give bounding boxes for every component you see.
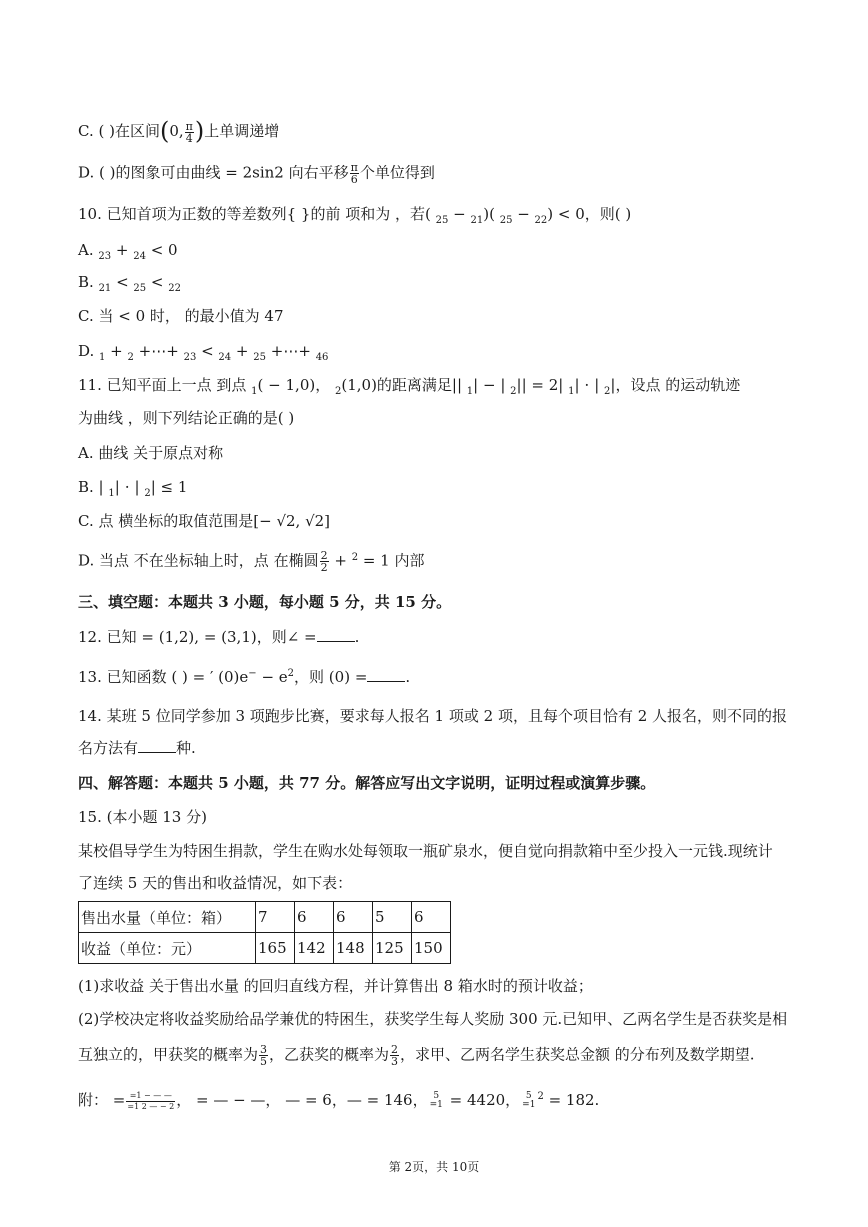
q9-d-text: D. ( )的图象可由曲线 = 2sin2 向右平移 [78,163,349,182]
table-row-header: 售出水量（单位：箱） [79,902,256,933]
q11-stem-line1: 11. 已知平面上一点 到点 $_1$( − 1,0)， $_2$(1,0)的距离满足|| $_1$| − | $_2$|| = 2| $_1$| ⋅ | $_2$|，设点 的运动轨迹 [78,376,741,397]
sum-symbol: 5 =1 [429,1091,443,1110]
q10-option-d: D. $_1$ + $_2$ +⋯+ $_{23}$ < $_{24}$ + $_{25}$ +⋯+ $_{46}$ [78,342,329,363]
q15-part2-line2: 互独立的，甲获奖的概率为 $\frac{3}{5}$ ，乙获奖的概率为 $\frac{2}{3}$ ，求甲、乙两名学生获奖总金额 的分布列及数学期望. [78,1043,755,1068]
q11-option-c: C. 点 横坐标的取值范围是[− √2, √2] [78,512,331,530]
q15-part2-line1: (2)学校决定将收益奖励给品学兼优的特困生，获奖学生每人奖励 300 元.已知甲、乙两名学生是否获奖是相 [78,1010,788,1028]
q15-para1: 某校倡导学生为特困生捐款，学生在购水处每领取一瓶矿泉水，便自觉向捐款箱中至少投入一元钱.现统计 [78,842,773,860]
q11-option-a: A. 曲线 关于原点对称 [78,444,224,462]
pi-over-4: $\frac{\pi}{4}$ [185,119,193,145]
q15-appendix: 附： = $\frac{=1 - — —}{=1 2 — - 2}$ ， = — − —， — = 6，— = 146， 5 =1 = 4420， 5 =1 $^2$ = 182. [78,1090,600,1111]
table-cell: 7 [256,902,295,933]
table-row [79,902,451,933]
q9-c-text: C. ( )在区间 [78,122,160,140]
table-row [79,933,451,964]
close-paren: ) [194,117,205,145]
q15-title: 15. (本小题 13 分) [78,808,207,826]
q9-option-c [78,118,279,144]
section-3-heading: 三、填空题：本题共 3 小题，每小题 5 分，共 15 分。 [78,593,452,611]
q10-stem: 10. 已知首项为正数的等差数列{ }的前 项和为 ，若( $_{25}$ − $_{21}$)( $_{25}$ − $_{22}$) < 0，则( ) [78,205,632,226]
q9-option-d [78,162,435,185]
q14-line2: 名方法有 种. [78,739,196,757]
answer-blank[interactable] [138,738,176,753]
table-row-header: 收益（单位：元） [79,933,256,964]
table-cell: 125 [373,933,412,964]
range-expression: [− √2, √2] [253,512,331,530]
q10-option-a: A. $_{23}$ + $_{24}$ < 0 [78,241,178,262]
pi-over-6: $\frac{\pi}{6}$ [350,161,358,186]
q13: 13. 已知函数 ( ) = ′ $(0)e^- - e^2$，则 (0) = . [78,668,411,686]
table-cell: 148 [334,933,373,964]
q10-option-c: C. 当 < 0 时， 的最小值为 47 [78,307,284,325]
q10-option-b: B. $_{21}$ < $_{25}$ < $_{22}$ [78,273,181,294]
answer-blank[interactable] [317,627,355,642]
table-cell: 5 [373,902,412,933]
table-cell: 6 [412,902,451,933]
q9-c-zero: 0, [169,122,184,140]
q11-option-d: D. 当点 不在坐标轴上时，点 在椭圆 $\frac{2}{2}$ + $^2$ = 1 内部 [78,549,425,574]
answer-blank[interactable] [367,667,405,682]
page-footer: 第 2页，共 10页 [388,1160,480,1174]
sum-symbol: 5 =1 [522,1091,536,1110]
regression-formula: $\frac{=1 - — —}{=1 2 — - 2}$ [127,1090,175,1111]
open-paren: ( [159,117,170,145]
q11-stem-line2: 为曲线 ，则下列结论正确的是( ) [78,409,295,427]
q11-option-b: B. | $_1$| ⋅ | $_2$| ≤ 1 [78,478,188,499]
table-cell: 6 [334,902,373,933]
sales-table [78,901,451,964]
q15-para2: 了连续 5 天的售出和收益情况，如下表： [78,874,353,892]
prob-b-fraction: $\frac{2}{3}$ [391,1043,399,1068]
table-cell: 165 [256,933,295,964]
q15-part1: (1)求收益 关于售出水量 的回归直线方程，并计算售出 8 箱水时的预计收益； [78,977,593,995]
q14-line1: 14. 某班 5 位同学参加 3 项跑步比赛，要求每人报名 1 项或 2 项，且每个项目恰有 2 人报名，则不同的报 [78,707,788,725]
section-4-heading: 四、解答题：本题共 5 小题，共 77 分。解答应写出文字说明，证明过程或演算步骤。 [78,774,656,792]
q9-d-post: 个单位得到 [359,163,435,182]
ellipse-fraction: $\frac{2}{2}$ [320,549,328,574]
table-cell: 150 [412,933,451,964]
table-cell: 142 [295,933,334,964]
q12: 12. 已知 = (1,2), = (3,1)，则∠ = . [78,628,360,646]
table-cell: 6 [295,902,334,933]
q9-c-post: 上单调递增 [204,122,280,140]
prob-a-fraction: $\frac{3}{5}$ [260,1043,268,1068]
